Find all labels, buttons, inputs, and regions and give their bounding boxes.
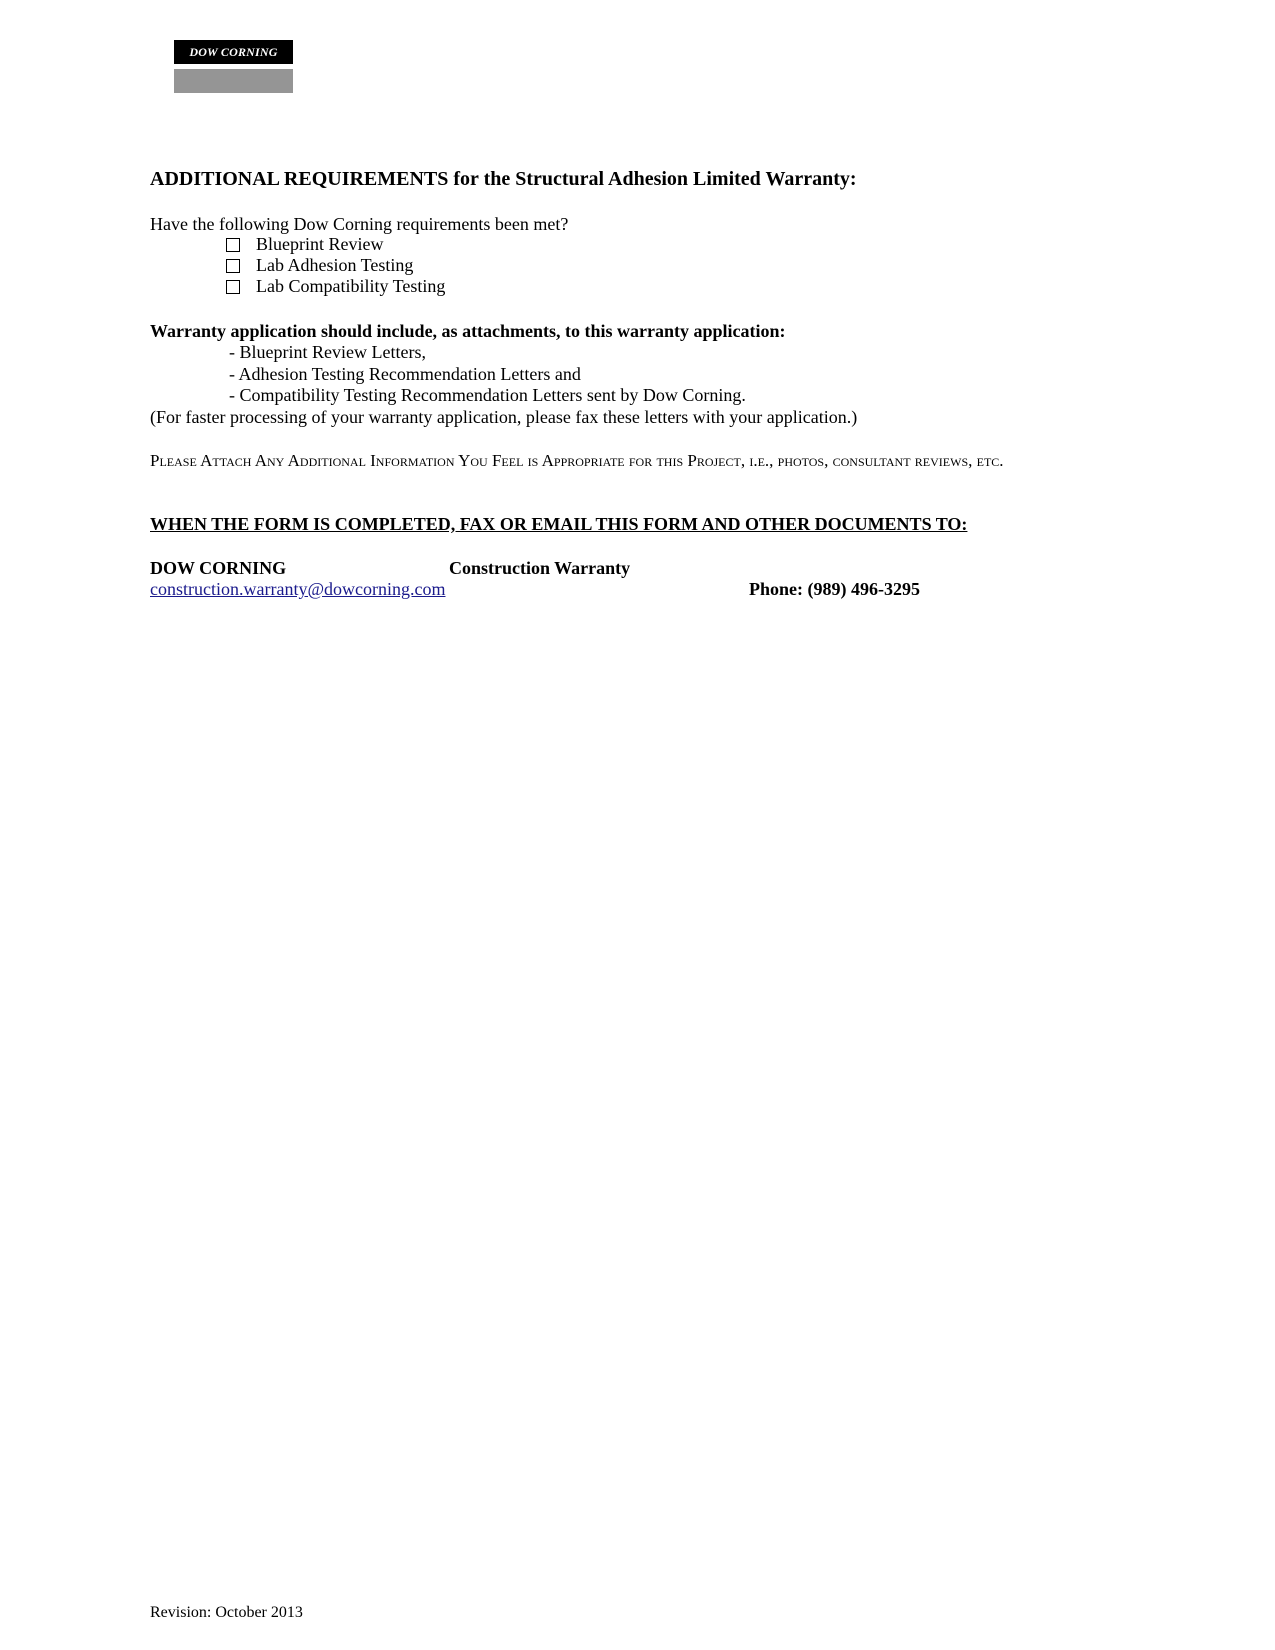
checklist-item-lab-compatibility-testing[interactable]	[226, 276, 445, 297]
logo-gray-bar	[174, 69, 293, 93]
submission-heading: WHEN THE FORM IS COMPLETED, FAX OR EMAIL THIS FORM AND OTHER DOCUMENTS TO:	[150, 514, 968, 534]
attachments-list	[229, 342, 746, 407]
contact-department: Construction Warranty	[449, 558, 631, 578]
page-title: ADDITIONAL REQUIREMENTS for the Structural Adhesion Limited Warranty:	[150, 168, 857, 190]
checklist-item-lab-adhesion-testing[interactable]	[226, 255, 445, 276]
blueprint-review-checkbox[interactable]	[226, 238, 240, 252]
dow-corning-logo	[174, 40, 293, 93]
checklist-item-label: Blueprint Review	[256, 234, 384, 254]
additional-info-instruction: Please Attach Any Additional Information You Feel is Appropriate for this Project, i.e., photos, consultant reviews, etc.	[150, 451, 1004, 470]
attachment-item: - Compatibility Testing Recommendation Letters sent by Dow Corning.	[229, 385, 746, 405]
contact-company: DOW CORNING	[150, 558, 287, 578]
checklist-item-label: Lab Compatibility Testing	[256, 276, 446, 296]
lab-adhesion-testing-checkbox[interactable]	[226, 259, 240, 273]
logo-text: DOW CORNING	[174, 40, 293, 64]
attachments-heading: Warranty application should include, as attachments, to this warranty application:	[150, 321, 786, 341]
attachment-item: - Blueprint Review Letters,	[229, 342, 426, 362]
contact-email-link[interactable]: construction.warranty@dowcorning.com	[150, 579, 446, 599]
requirements-checklist	[226, 234, 445, 297]
checklist-item-blueprint-review[interactable]	[226, 234, 445, 255]
lab-compatibility-testing-checkbox[interactable]	[226, 280, 240, 294]
fax-note: (For faster processing of your warranty application, please fax these letters with your application.)	[150, 407, 858, 427]
checklist-item-label: Lab Adhesion Testing	[256, 255, 414, 275]
requirements-question: Have the following Dow Corning requirements been met?	[150, 214, 569, 234]
revision-footer: Revision: October 2013	[150, 1604, 303, 1621]
contact-phone: Phone: (989) 496-3295	[749, 579, 920, 599]
attachment-item: - Adhesion Testing Recommendation Letters and	[229, 363, 581, 384]
